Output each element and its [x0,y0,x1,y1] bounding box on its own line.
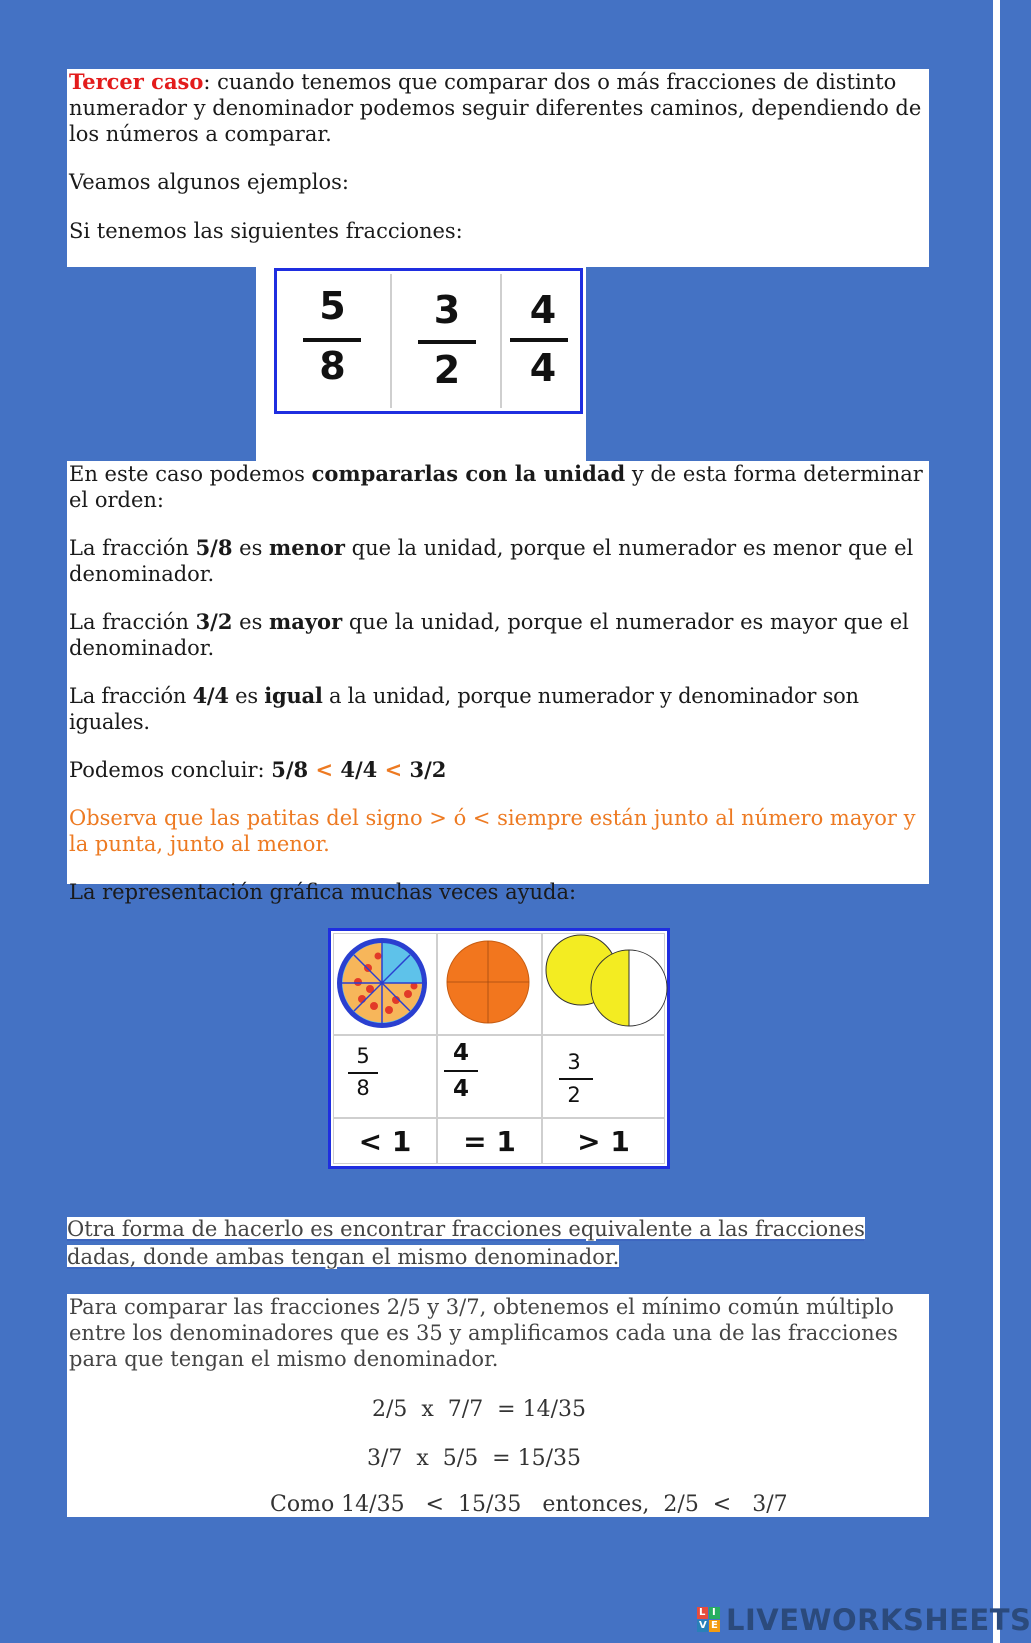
fraction-cell-1 [280,274,392,408]
unit-intro [67,461,929,513]
picture-table [328,928,670,1169]
small-5-8-numerator: 5 [356,1044,370,1068]
small-fraction-3-2 [542,1035,665,1118]
line2-post: que la unidad, porque el numerador es mayor que el denominador. [69,610,909,660]
conclusion-c: 3/2 [409,757,447,782]
compare-greater-cell [542,1118,665,1164]
liveworksheets-logo [697,1603,1031,1637]
line1-word: menor [269,535,345,560]
logo-letter-i: I [712,1607,716,1618]
small-fraction-5-8 [333,1035,437,1118]
fraction-1-numerator: 5 [319,284,346,328]
small-fraction-4-4 [437,1035,542,1118]
line-3-2 [67,609,929,661]
tercer-caso-label: Tercer caso [69,69,204,94]
line2-word: mayor [269,609,343,634]
small-3-2-denominator: 2 [567,1083,581,1107]
line1-post: que la unidad, porque el numerador es menor que el denominador. [69,536,914,586]
small-3-2-bar [559,1078,593,1080]
fraction-1-bar [303,338,361,342]
graphic-line: La representación gráfica muchas veces ayuda: [69,880,577,904]
conclusion-sign-1: < [308,757,341,782]
line3-pre: La fracción [69,684,193,708]
intro-paragraph [67,69,929,147]
line1-frac: 5/8 [195,535,233,560]
line3-frac: 4/4 [192,683,229,708]
liveworksheets-logo-mark [697,1607,721,1633]
fraction-table [274,268,583,414]
line2-mid: es [232,610,270,634]
conclusion-a: 5/8 [271,757,309,782]
unit-intro-post: y de esta forma determinar el orden: [69,462,923,512]
logo-letter-l: L [699,1607,706,1618]
line3-word: igual [264,683,323,708]
lcm-box [67,1294,929,1517]
intro-text: : cuando tenemos que comparar dos o más fracciones de distinto numerador y denominador podemos seguir diferentes caminos, dependiendo de los números a comparar. [69,70,922,146]
fraction-1-denominator: 8 [319,344,346,388]
pizza-cell [333,933,437,1035]
fraction-3-denominator: 4 [529,346,557,390]
lcm-conclusion: Como 14/35 < 15/35 entonces, 2/5 < 3/7 [270,1492,788,1517]
liveworksheets-logo-text: LIVEWORKSHEETS [726,1603,1031,1637]
lcm-text: Para comparar las fracciones 2/5 y 3/7, obtenemos el mínimo común múltiplo entre los denominadores que es 35 y amplificamos cada una de las fracciones para que tengan el mismo denominador. [69,1295,898,1371]
examples-line: Veamos algunos ejemplos: [69,170,349,194]
compare-less-than-one: < 1 [358,1124,412,1158]
small-3-2-numerator: 3 [567,1050,581,1074]
yellow-circles-cell [542,933,665,1035]
conclusion-line [67,757,929,783]
line1-pre: La fracción [69,536,196,560]
given-line: Si tenemos las siguientes fracciones: [69,219,463,243]
small-5-8-denominator: 8 [356,1076,370,1100]
fraction-2-denominator: 2 [433,348,461,392]
compare-less-cell [333,1118,437,1164]
small-4-4-bar [444,1070,478,1072]
compare-equal-to-one: = 1 [463,1124,516,1158]
unit-intro-bold: compararlas con la unidad [311,461,626,486]
right-edge-strip [993,0,1000,1643]
fraction-2-numerator: 3 [433,288,461,332]
yellow-3-halves-image [543,934,663,1032]
fraction-2-bar [418,340,476,344]
small-4-4-denominator: 4 [452,1076,469,1102]
equivalent-text-wrapper [67,1215,937,1271]
equivalent-paragraph [67,1215,937,1271]
unit-comparison-box [67,461,929,904]
orange-whole-image [438,934,539,1032]
line1-mid: es [232,536,270,560]
equation-1: 2/5 x 7/7 = 14/35 [372,1397,587,1422]
conclusion-pre: Podemos concluir: [69,758,272,782]
line3-post: a la unidad, porque numerador y denominador son iguales. [69,684,859,734]
orange-cell [437,933,542,1035]
fraction-cell-2 [392,274,502,408]
sign-note: Observa que las patitas del signo > ó < siempre están junto al número mayor y la punta, junto al menor. [69,806,916,856]
fraction-cell-3 [502,274,577,408]
line-5-8 [67,535,929,587]
unit-intro-pre: En este caso podemos [69,462,312,486]
equivalent-text: Otra forma de hacerlo es encontrar fracciones equivalente a las fracciones dadas, donde ambas tengan el mismo denominador. [67,1217,865,1269]
intro-box [67,69,929,267]
line2-frac: 3/2 [195,609,233,634]
compare-equal-cell [437,1118,542,1164]
conclusion-b: 4/4 [340,757,378,782]
equation-2: 3/7 x 5/5 = 15/35 [367,1446,582,1471]
fraction-3-bar [510,338,568,342]
line2-pre: La fracción [69,610,196,634]
conclusion-sign-2: < [377,757,410,782]
line3-mid: es [228,684,265,708]
small-5-8-bar [348,1072,378,1074]
pizza-5-8-image [334,934,434,1032]
compare-greater-than-one: > 1 [577,1124,630,1158]
logo-letter-e: E [711,1620,718,1631]
fraction-3-numerator: 4 [529,288,557,332]
line-4-4 [67,683,929,735]
logo-letter-v: V [699,1620,707,1631]
small-4-4-numerator: 4 [452,1040,469,1066]
